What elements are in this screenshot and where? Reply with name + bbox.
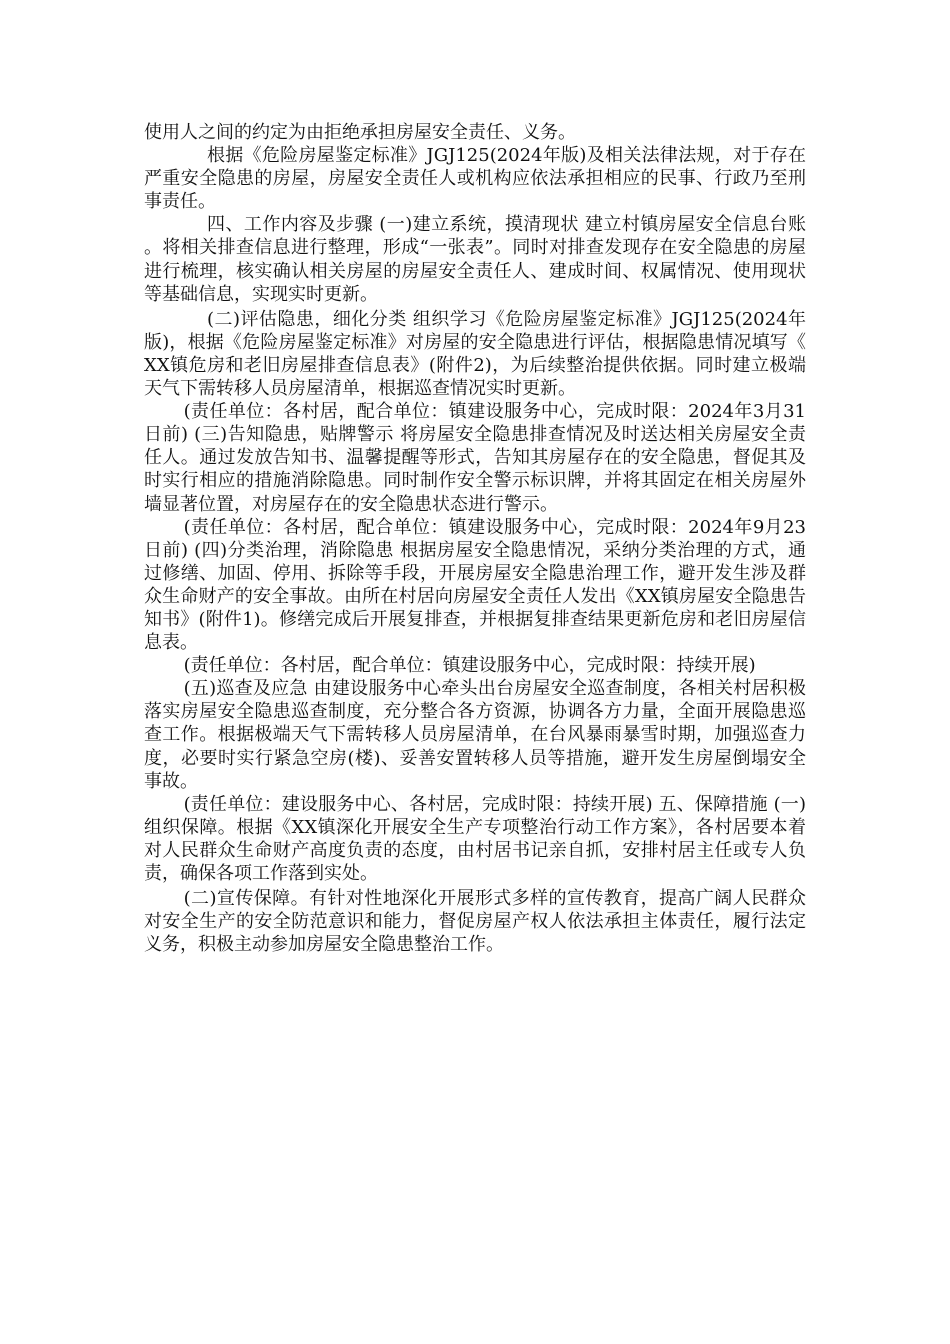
paragraph-legal-liability: 根据《危险房屋鉴定标准》JGJ125(2024年版)及相关法律法规，对于存在严重安全隐患的房屋，房屋安全责任人或机构应依法承担相应的民事、行政乃至刑事责任。 xyxy=(144,145,806,213)
paragraph-inspection-emergency: (五)巡查及应急 由建设服务中心牵头出台房屋安全巡查制度，各相关村居积极落实房屋安全隐患巡查制度，充分整合各方资源，协调各方力量，全面开展隐患巡查工作。根据极端天气下需转移人员房屋清单，在台风暴雨暴雪时期，加强巡查力度，必要时实行紧急空房(楼)、妥善安置转移人员等措施，避开发生房屋倒塌安全事故。 xyxy=(144,678,806,792)
paragraph-publicity-guarantee: (二)宣传保障。有针对性地深化开展形式多样的宣传教育，提高广阔人民群众对安全生产的安全防范意识和能力，督促房屋产权人依法承担主体责任，履行法定义务，积极主动参加房屋安全隐患整治工作。 xyxy=(144,888,806,956)
document-body xyxy=(144,121,806,956)
paragraph-classified-treatment: (责任单位：各村居，配合单位：镇建设服务中心，完成时限：2024年9月23日前) (四)分类治理，消除隐患 根据房屋安全隐患情况，采纳分类治理的方式，通过修缮、加固、停用、拆除等手段，开展房屋安全隐患治理工作，避开发生涉及群众生命财产的安全事故。由所在村居向房屋安全责任人发出《XX镇房屋安全隐患告知书》(附件1)。修缮完成后开展复排查，并根据复排查结果更新危房和老旧房屋信息表。 xyxy=(144,516,806,654)
paragraph-continuation: 使用人之间的约定为由拒绝承担房屋安全责任、义务。 xyxy=(144,122,576,143)
paragraph-notify-hazards: (责任单位：各村居，配合单位：镇建设服务中心，完成时限：2024年3月31日前) (三)告知隐患，贴牌警示 将房屋安全隐患排查情况及时送达相关房屋安全责任人。通过发放告知书、温馨提醒等形式，告知其房屋存在的安全隐患，督促其及时实行相应的措施消除隐患。同时制作安全警示标识牌，并将其固定在相关房屋外墙显著位置，对房屋存在的安全隐患状态进行警示。 xyxy=(144,401,806,515)
paragraph-work-steps-establish-system: 四、工作内容及步骤 (一)建立系统，摸清现状 建立村镇房屋安全信息台账。将相关排查信息进行整理，形成“一张表”。同时对排查发现存在安全隐患的房屋进行梳理，核实确认相关房屋的房屋安全责任人、建成时间、权属情况、使用现状等基础信息，实现实时更新。 xyxy=(144,214,806,305)
paragraph-responsibility-ongoing: (责任单位：各村居，配合单位：镇建设服务中心，完成时限：持续开展) xyxy=(183,655,756,677)
paragraph-safeguard-measures: (责任单位：建设服务中心、各村居，完成时限：持续开展) 五、保障措施 (一)组织保障。根据《XX镇深化开展安全生产专项整治行动工作方案》，各村居要本着对人民群众生命财产高度负责的态度，由村居书记亲自抓，安排村居主任或专人负责，确保各项工作落到实处。 xyxy=(144,793,806,884)
paragraph-assess-hazards: (二)评估隐患，细化分类 组织学习《危险房屋鉴定标准》JGJ125(2024年版)，根据《危险房屋鉴定标准》对房屋的安全隐患进行评估，根据隐患情况填写《XX镇危房和老旧房屋排查信息表》(附件2)，为后续整治提供依据。同时建立极端天气下需转移人员房屋清单，根据巡查情况实时更新。 xyxy=(144,308,806,400)
